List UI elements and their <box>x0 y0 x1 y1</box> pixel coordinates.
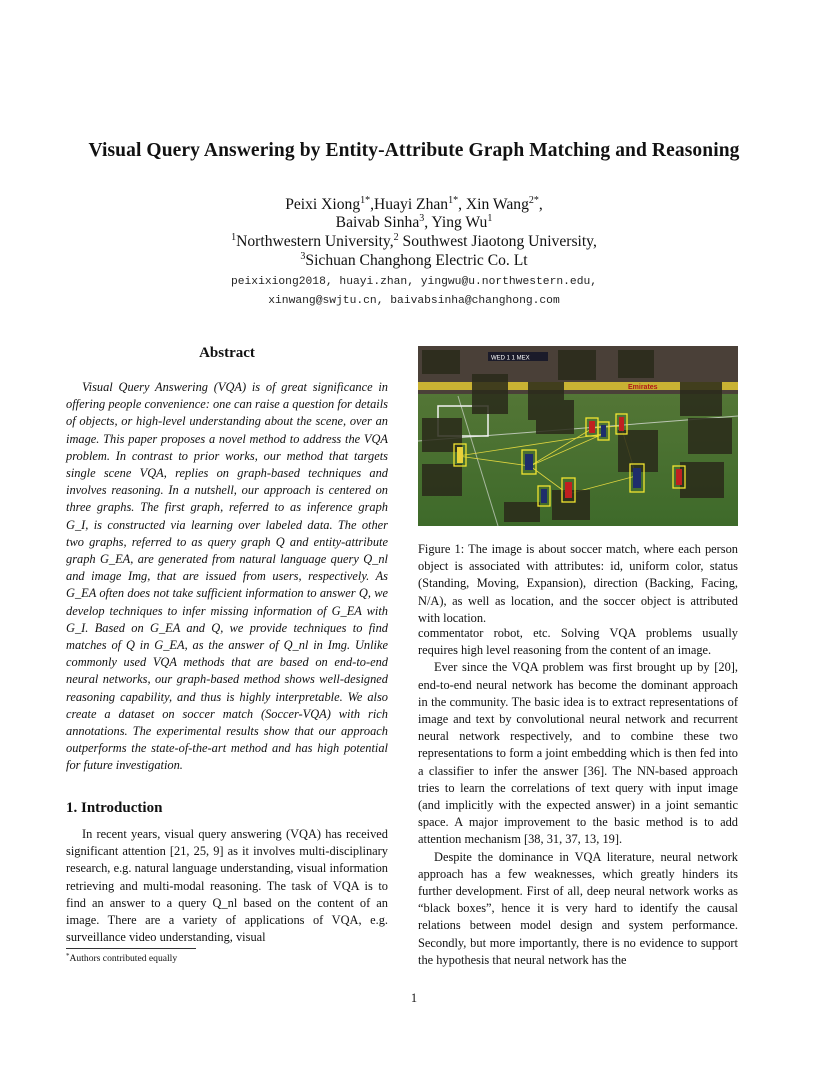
soccer-scene-illustration <box>418 346 738 526</box>
page-number: 1 <box>410 991 418 1005</box>
right-column-body <box>418 625 738 969</box>
affil-sup: 1* <box>360 195 371 206</box>
paragraph-1: commentator robot, etc. Solving VQA problems usually requires high level reasoning from the content of an image. <box>418 626 738 658</box>
affil-sup: 1 <box>231 232 237 243</box>
footnote-mark: * <box>66 952 70 960</box>
affil-sup: 1* <box>448 195 459 206</box>
email-line-1: peixixiong2018, huayi.zhan, yingwu@u.northwestern.edu, <box>230 276 598 288</box>
intro-text: In recent years, visual query answering (VQA) has received significant attention [21, 25, 9] as it involves multi-disciplinary research, e.g. natural language understanding, visual information retrieving and multi-modal reasoning. The task of VQA is to find an answer to a query Q_nl based on the content of an image. There are a variety of applications of VQA, e.g. surveillance video understanding, visual <box>66 827 388 945</box>
author-ying-wu: Ying Wu <box>431 214 488 231</box>
affiliation-swjtu: Southwest Jiaotong University, <box>402 233 597 250</box>
section-heading-introduction: 1. Introduction <box>66 800 163 816</box>
paper-title: Visual Query Answering by Entity-Attribute Graph Matching and Reasoning <box>88 140 740 161</box>
abstract-text: Visual Query Answering (VQA) is of great significance in offering people convenience: one can raise a question for details of objects, or high-level understanding about the scene, over an image. This paper proposes a novel method to address the VQA problem. In contrast to prior works, our method that targets single scene VQA, replies on graph-based techniques and involves reasoning. In a nutshell, our approach is centered on three graphs. The first graph, referred to as inference graph G_I, is constructed via learning over labeled data. The other two graphs, referred to as query graph Q and entity-attribute graph G_EA, are generated from natural language query Q_nl and image Img, that are issued from users, respectively. As G_EA often does not take sufficient information to answer Q, we develop techniques to infer missing information of G_EA with G_I. Based on G_EA and Q, we provide techniques to find matches of Q in G_EA, as the answer of Q_nl in Img. Unlike commonly used VQA methods that are based on end-to-end neural networks, our graph-based method shows well-designed reasoning capability, and thus is highly interpretable. We also create a dataset on soccer match (Soccer-VQA) with rich annotations. The experimental results show that our approach outperforms the state-of-the-art method and has high potential for future investigation. <box>66 380 388 773</box>
affiliation-line-2 <box>0 252 828 270</box>
comma: , <box>370 196 375 213</box>
author-huayi-zhan: Huayi Zhan <box>374 196 449 213</box>
affil-sup: 2* <box>528 195 539 206</box>
footnote-rule <box>66 948 196 949</box>
comma: , <box>424 214 432 231</box>
paragraph-2: Ever since the VQA problem was first brought up by [20], end-to-end neural network has become the dominant approach in the community. The basic idea is to extract representations of image and text by convolutional neural network and recurrent neural network respectively, and to combine these two representations to form a joint embedding which is then fed into a classifier to infer the answer [36]. The NN-based approach tries to learn the correlations of text query with input image (and implicitly with the expected answer) in a joint semantic space. A major improvement to the basic method is to add attention mechanism [38, 31, 37, 13, 19]. <box>418 660 738 847</box>
affil-sup: 2 <box>393 232 399 243</box>
paragraph-3: Despite the dominance in VQA literature, neural network approach has a few weaknesses, which greatly hinders its further development. First of all, deep neural network works as “black boxes”, hence it is very hard to identify the causal relations between model design and system performance. Secondly, but more importantly, there is no evidence to support the hypothesis that neural network has the <box>418 849 738 967</box>
authors-line-1 <box>0 196 828 214</box>
affil-sup: 3 <box>419 213 425 224</box>
comma: , <box>538 196 543 213</box>
scoreboard-text: WED 1 1 MEX <box>491 355 530 362</box>
affiliation-northwestern: Northwestern University, <box>236 233 394 250</box>
comma: , <box>458 196 466 213</box>
affil-sup: 3 <box>300 251 306 262</box>
authors-line-2 <box>0 214 828 232</box>
footnote-text: Authors contributed equally <box>69 953 178 964</box>
figure-soccer-image <box>418 346 738 526</box>
footnote <box>66 953 177 964</box>
ad-board-text: Emirates <box>628 384 658 391</box>
affiliation-line-1 <box>0 233 828 251</box>
author-baivab-sinha: Baivab Sinha <box>335 214 420 231</box>
author-xin-wang: Xin Wang <box>465 196 529 213</box>
affiliation-changhong: Sichuan Changhong Electric Co. Lt <box>305 252 528 269</box>
affil-sup: 1 <box>487 213 493 224</box>
abstract-heading: Abstract <box>199 345 255 361</box>
author-peixi-xiong: Peixi Xiong <box>285 196 361 213</box>
figure-caption: Figure 1: The image is about soccer match, where each person object is associated with attributes: id, uniform color, status (Standing, Moving, Expansion), direction (Backing, Facing, N/A), as well as location, and the soccer object is attributed with location. <box>418 542 738 625</box>
email-line-2: xinwang@swjtu.cn, baivabsinha@changhong.com <box>268 295 560 307</box>
